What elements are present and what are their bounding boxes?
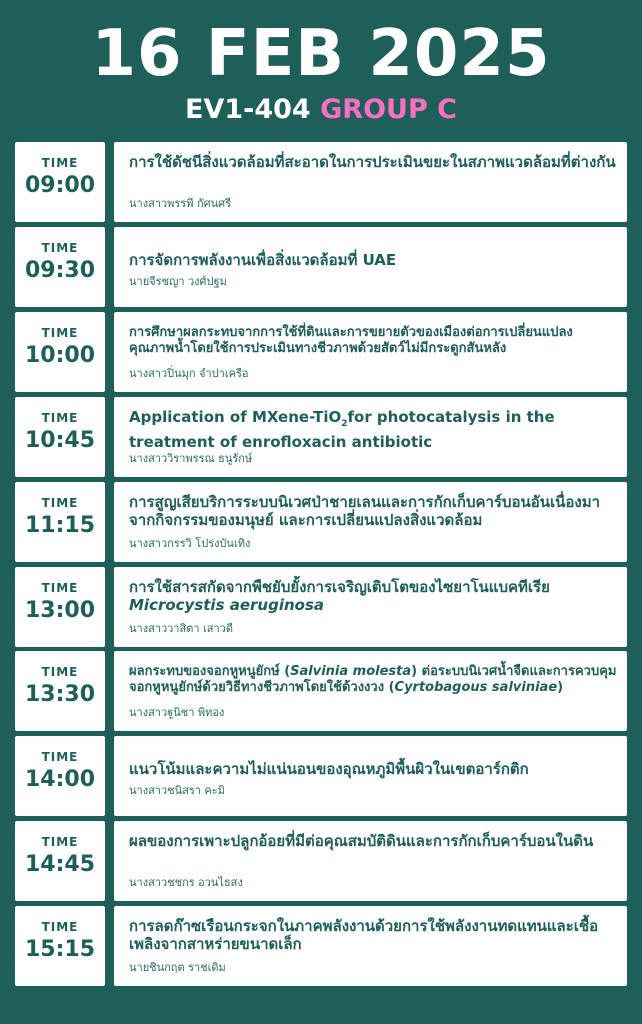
session-card: [114, 567, 627, 647]
session-card: [114, 227, 627, 307]
time-label: TIME: [41, 835, 79, 849]
session-title: ผลของการเพาะปลูกอ้อยที่มีต่อคุณสมบัติดินและการกักเก็บคาร์บอนในดิน: [129, 832, 594, 850]
presenter-name: นายจีรชญา วงศ์ปฐม: [129, 275, 227, 288]
time-box: [15, 312, 105, 392]
presenter-name: นายชินกฤต ราชเดิม: [129, 961, 226, 974]
time-box: [15, 821, 105, 901]
time-value: 09:30: [24, 258, 96, 283]
subscript-number: 2: [341, 419, 348, 429]
schedule-row: [15, 567, 627, 647]
schedule-row: [15, 397, 627, 477]
time-box: [15, 906, 105, 986]
species-name: Cyrtobagous salviniae: [394, 680, 558, 695]
time-value: 13:00: [24, 598, 96, 623]
schedule-row: [15, 906, 627, 986]
presenter-name: นางสาวกรรวิ โปร่งบันเทิง: [129, 537, 251, 550]
time-box: [15, 567, 105, 647]
session-title: การใช้ดัชนีสิ่งแวดล้อมที่สะอาดในการประเมินขยะในสภาพแวดล้อมที่ต่างกัน: [129, 153, 616, 171]
presenter-name: นางสาวปิ่นมุก จำปาเครือ: [129, 367, 249, 380]
time-label: TIME: [41, 326, 79, 340]
time-label: TIME: [41, 496, 79, 510]
group-label: GROUP C: [320, 94, 457, 125]
presenter-name: นางสาวพรรพี กัศนศรี: [129, 197, 232, 210]
time-label: TIME: [41, 241, 79, 255]
session-title: แนวโน้มและความไม่แน่นอนของอุณหภูมิพื้นผิวในเขตอาร์กติก: [129, 760, 529, 778]
time-value: 15:15: [24, 937, 96, 962]
presenter-name: นางสาววิราพรรณ ธนูรักษ์: [129, 452, 253, 465]
schedule-row: [15, 482, 627, 562]
presenter-name: นางสาวชชกร อวนไธสง: [129, 876, 243, 889]
presenter-name: นางสาวชนิสรา คะมิ: [129, 784, 225, 797]
time-box: [15, 397, 105, 477]
session-title: [129, 578, 617, 614]
time-value: 11:15: [24, 513, 96, 538]
session-title-part: for photocatalysis in the treatment of enrofloxacin antibiotic: [129, 408, 555, 451]
session-card: [114, 906, 627, 986]
time-label: TIME: [41, 156, 79, 170]
time-box: [15, 651, 105, 731]
species-name: Salvinia molesta: [290, 664, 412, 679]
time-value: 13:30: [24, 682, 96, 707]
session-card: [114, 482, 627, 562]
schedule-row: [15, 142, 627, 222]
presenter-name: นางสาววาสิตา เสาวดี: [129, 622, 233, 635]
session-card: [114, 397, 627, 477]
session-title: การจัดการพลังงานเพื่อสิ่งแวดล้อมที่ UAE: [129, 251, 397, 269]
session-title: การลดก๊าซเรือนกระจกในภาคพลังงานด้วยการใช้พลังงานทดแทนและเชื้อเพลิงจากสาหร่ายขนาดเล็ก: [129, 917, 599, 953]
time-value: 09:00: [24, 173, 96, 198]
session-title: การศึกษาผลกระทบจากการใช้ที่ดินและการขยายตัวของเมืองต่อการเปลี่ยนแปลงคุณภาพน้ำโดยใช้การประเมินทางชีวภาพด้วยสัตว์ไม่มีกระดูกสันหลัง: [129, 325, 573, 356]
time-label: TIME: [41, 665, 79, 679]
time-label: TIME: [41, 411, 79, 425]
time-box: [15, 482, 105, 562]
schedule-row: [15, 227, 627, 307]
event-date: 16 FEB 2025: [91, 17, 551, 91]
species-name: Microcystis aeruginosa: [129, 596, 325, 614]
schedule-row: [15, 312, 627, 392]
session-title: การสูญเสียบริการระบบนิเวศป่าชายเลนและการกักเก็บคาร์บอนอันเนื่องมาจากกิจกรรมของมนุษย์ และการเปลี่ยนแปลงสิ่งแวดล้อม: [129, 493, 601, 529]
session-card: [114, 651, 627, 731]
session-title-part: ) ต่อระบบนิเวศน้ำจืดและการควบคุมจอกหูหนูยักษ์ด้วยวิธีทางชีวภาพโดยใช้ด้วงงวง (: [129, 664, 617, 695]
time-box: [15, 736, 105, 816]
session-title-part: ): [557, 680, 564, 695]
time-label: TIME: [41, 581, 79, 595]
schedule-row: [15, 821, 627, 901]
room-group-line: [0, 92, 642, 128]
time-box: [15, 142, 105, 222]
schedule-row: [15, 736, 627, 816]
session-title-part: การใช้สารสกัดจากพืชยับยั้งการเจริญเติบโตของไซยาโนแบคทีเรีย: [129, 578, 550, 596]
time-label: TIME: [41, 750, 79, 764]
time-value: 10:45: [24, 428, 96, 453]
time-label: TIME: [41, 920, 79, 934]
time-value: 10:00: [24, 343, 96, 368]
room-code: EV1-404: [185, 94, 311, 125]
session-title-part: Application of MXene-TiO: [129, 408, 342, 426]
time-value: 14:00: [24, 767, 96, 792]
session-card: [114, 821, 627, 901]
schedule-row: [15, 651, 627, 731]
presenter-name: นางสาวฐูนิชา พิทอง: [129, 706, 225, 719]
session-card: [114, 312, 627, 392]
session-title-part: ผลกระทบของจอกหูหนูยักษ์ (: [129, 664, 291, 679]
session-title: [129, 664, 617, 696]
session-card: [114, 736, 627, 816]
time-box: [15, 227, 105, 307]
session-card: [114, 142, 627, 222]
time-value: 14:45: [24, 852, 96, 877]
session-title: [129, 408, 617, 451]
